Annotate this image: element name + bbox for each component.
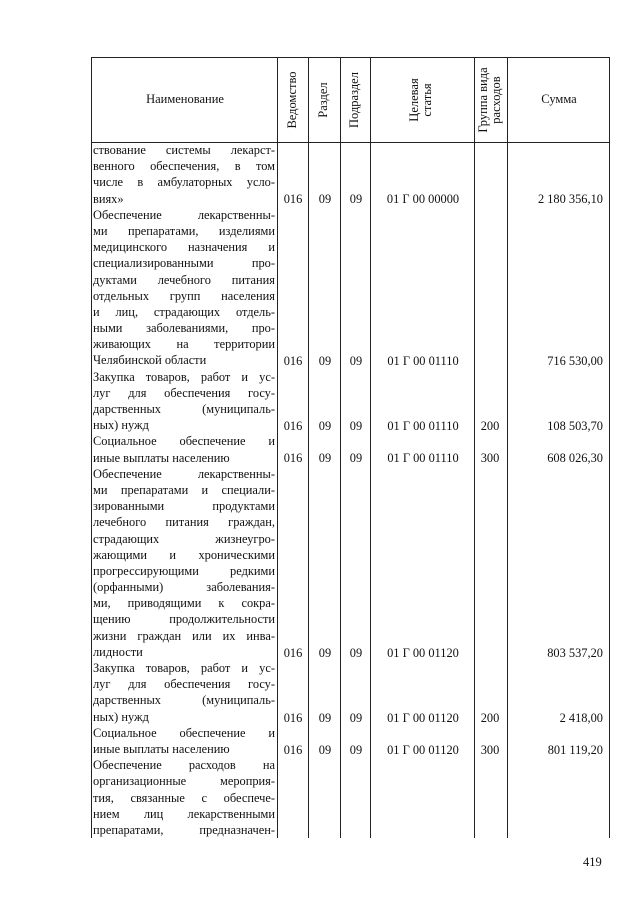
name-line: страдающих жизнеугро- [93,531,275,546]
subsection-cell: 09 [349,354,363,369]
name-line: Обеспечение расходов на [93,758,275,773]
name-line: дарственных (муниципаль- [93,402,275,416]
name-line: луг для обеспечения госу- [93,677,275,692]
name-line: числе в амбулаторных усло- [93,175,275,190]
section-cell: 09 [318,451,332,466]
subsection-cell: 09 [349,710,363,725]
subsection-cell: 09 [349,742,363,757]
department-cell: 016 [283,645,303,660]
name-line: венного обеспечения, в том [93,159,275,174]
expense-group-cell: 300 [480,451,500,466]
subsection-cell: 09 [349,451,363,466]
department-cell: 016 [283,418,303,433]
sum-cell: 108 503,70 [547,418,603,433]
expense-group-cell: 300 [480,742,500,757]
name-line: тия, связанные с обеспече- [93,790,275,805]
subsection-cell: 09 [349,645,363,660]
name-line: препаратами, предназначен- [93,822,275,837]
name-line: жающими и хроническими [93,547,275,562]
name-line: жизни граждан или их инва- [93,628,275,643]
header-name: Наименование [146,92,224,106]
sum-cell: 803 537,20 [547,645,603,660]
name-line: специализированными про- [93,256,275,271]
header-subsection: Подраздел [347,72,361,128]
name-line: ми, приводящими к сокра- [93,596,275,611]
section-cell: 09 [318,710,332,725]
name-line: (орфанными) заболевания- [93,580,275,595]
department-cell: 016 [283,451,303,466]
sum-cell: 608 026,30 [547,451,603,466]
target-article-cell: 01 Г 00 01120 [387,710,459,725]
target-article-cell: 01 Г 00 01110 [387,418,459,433]
name-line: ми препаратами, изделиями [93,223,275,238]
department-cell: 016 [283,354,303,369]
section-cell: 09 [318,418,332,433]
name-line: дуктами лечебного питания [93,272,275,287]
expense-group-cell: 200 [480,418,500,433]
name-line: ми препаратами и специали- [93,482,275,497]
department-cell: 016 [283,192,303,207]
table-border-right [609,57,610,838]
section-cell: 09 [318,645,332,660]
section-cell: 09 [318,354,332,369]
header-target-article [408,63,436,137]
header-target-line2: статья [420,83,434,117]
subsection-cell: 09 [349,192,363,207]
name-line: организационные мероприя- [93,774,275,789]
name-line: нием лиц лекарственными [93,806,275,821]
name-line: лидности [93,644,143,659]
subsection-cell: 09 [349,418,363,433]
table-border-left [91,57,92,838]
department-cell: 016 [283,710,303,725]
name-line: Челябинской области [93,353,207,368]
name-line: зированными продуктами [93,499,275,514]
name-line: Социальное обеспечение и [93,434,275,449]
name-line: лечебного питания граждан, [93,515,275,530]
name-line: иные выплаты населению [93,450,230,465]
name-column [93,142,275,838]
section-cell: 09 [318,192,332,207]
sum-cell: 2 418,00 [559,710,603,725]
section-cell: 09 [318,742,332,757]
target-article-cell: 01 Г 00 01110 [387,354,459,369]
name-line: иные выплаты населению [93,741,230,756]
target-article-cell: 01 Г 00 01120 [387,742,459,757]
name-line: живающих на территории [93,337,275,352]
column-divider [507,57,508,838]
header-target-line1: Целевая [407,78,421,122]
name-line: ных) нужд [93,418,149,433]
sum-cell: 801 119,20 [547,742,603,757]
name-line: ствование системы лекарст- [93,143,275,157]
name-line: отдельных групп населения [93,288,275,303]
header-department: Ведомство [285,71,299,129]
name-line: прогрессирующими редкими [93,563,275,578]
name-line: и лиц, страдающих отдель- [93,304,275,319]
name-line: Закупка товаров, работ и ус- [93,369,275,384]
department-cell: 016 [283,742,303,757]
target-article-cell: 01 Г 00 01120 [387,645,459,660]
name-line: виях» [93,191,124,206]
name-line: ных) нужд [93,709,149,724]
name-line: Обеспечение лекарственны- [93,466,275,481]
name-line: Закупка товаров, работ и ус- [93,661,275,675]
name-line: дарственных (муниципаль- [93,693,275,708]
expense-group-cell: 200 [480,710,500,725]
header-group-line2: расходов [489,76,503,124]
table-border-top [91,57,610,58]
name-line: ными заболеваниями, про- [93,321,275,336]
header-sum: Сумма [541,92,577,106]
header-expense-group [477,60,505,140]
target-article-cell: 01 Г 00 00000 [386,192,460,207]
column-divider [277,57,278,838]
name-line: Социальное обеспечение и [93,725,275,740]
page-number: 419 [583,855,602,869]
header-group-line1: Группа вида [476,67,490,133]
name-line: медицинского назначения и [93,240,275,255]
sum-cell: 716 530,00 [547,354,603,369]
sum-cell: 2 180 356,10 [537,192,603,207]
header-section: Раздел [316,82,330,118]
name-line: щению продолжительности [93,612,275,627]
name-line: луг для обеспечения госу- [93,385,275,400]
target-article-cell: 01 Г 00 01110 [387,451,459,466]
name-line: Обеспечение лекарственны- [93,207,275,222]
